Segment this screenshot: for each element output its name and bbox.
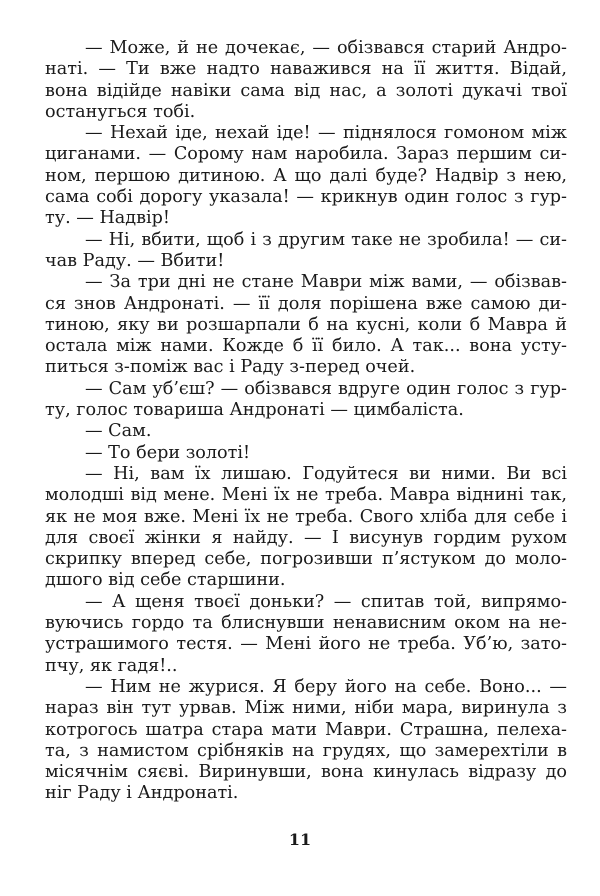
text-line: — То бери золоті! <box>85 442 251 463</box>
text-line: устрашимого тестя. — Мені його не треба. Уб’ю, зато- <box>45 634 567 655</box>
text-line: — А щеня твоєї доньки? — спитав той, випрямо- <box>85 591 567 612</box>
text-line: питься з-поміж вас і Раду з-перед очей. <box>45 357 416 378</box>
page-number: 11 <box>288 830 312 849</box>
text-line: ся знов Андронаті. — її доля порішена вже самою ди- <box>45 293 567 314</box>
text-line: ніг Раду і Андронаті. <box>45 783 239 804</box>
text-line: циганами. — Сорому нам наробила. Зараз першим си- <box>45 144 567 165</box>
text-line: ном, першою дитиною. А що далі буде? Надвір з нею, <box>45 165 567 186</box>
text-line: — Сам. <box>85 421 152 442</box>
text-line: вона відійде навіки сама від нас, а золоті дукачі твої <box>45 80 567 101</box>
text-line: чав Раду. — Вбити! <box>45 250 225 271</box>
text-line: ту. — Надвір! <box>45 208 170 229</box>
text-line: — Може, й не дочекає, — обізвався старий Андро- <box>85 38 567 58</box>
text-line: — Ним не журися. Я беру його на себе. Воно... — <box>85 676 567 697</box>
text-line: та, з намистом срібняків на грудях, що замерехтіли в <box>45 740 567 761</box>
text-line: для своєї жінки я найду. — І висунув гордим рухом <box>45 527 567 548</box>
text-line: вуючись гордо та блиснувши ненависним оком на не- <box>45 613 567 634</box>
text-line: скрипку вперед себе, погрозивши п’ястуком до моло- <box>45 549 567 570</box>
text-line: молодші від мене. Мені їх не треба. Мавра віднині так, <box>45 485 567 506</box>
text-line: нараз він тут урвав. Між ними, ніби мара, виринула з <box>45 698 567 719</box>
text-line: ту, голос товариша Андронаті — цимбаліста. <box>45 400 464 421</box>
text-line: — Сам уб’єш? — обізвався вдруге один голос з гур- <box>85 378 567 399</box>
text-line: — За три дні не стане Маври між вами, — обізвав- <box>85 272 567 293</box>
text-line: — Ні, вбити, щоб і з другим таке не зробила! — си- <box>85 229 567 250</box>
text-line: остала між нами. Кожде б її било. А так... вона усту- <box>45 336 567 357</box>
text-line: місячнім сяєві. Виринувши, вона кинулась відразу до <box>45 762 567 783</box>
text-line: пчу, як гадя!.. <box>45 655 178 676</box>
text-line: тиною, яку ви розшарпали б на кусні, коли б Мавра й <box>45 314 567 335</box>
text-line: дшого від себе старшини. <box>45 570 286 591</box>
text-line: останугься тобі. <box>45 101 196 122</box>
text-line: — Нехай іде, нехай іде! — піднялося гомоном між <box>85 123 567 144</box>
text-line: наті. — Ти вже надто наважився на її життя. Відай, <box>45 59 567 80</box>
body-text <box>45 38 567 805</box>
text-line: — Ні, вам їх лишаю. Годуйтеся ви ними. Ви всі <box>85 463 567 484</box>
text-line: як не моя вже. Мені їх не треба. Свого хліба для себе і <box>45 506 567 527</box>
text-line: сама собі дорогу указала! — крикнув один голос з гур- <box>45 187 567 208</box>
text-line: котрогось шатра стара мати Маври. Страшна, пелеха- <box>45 719 567 740</box>
